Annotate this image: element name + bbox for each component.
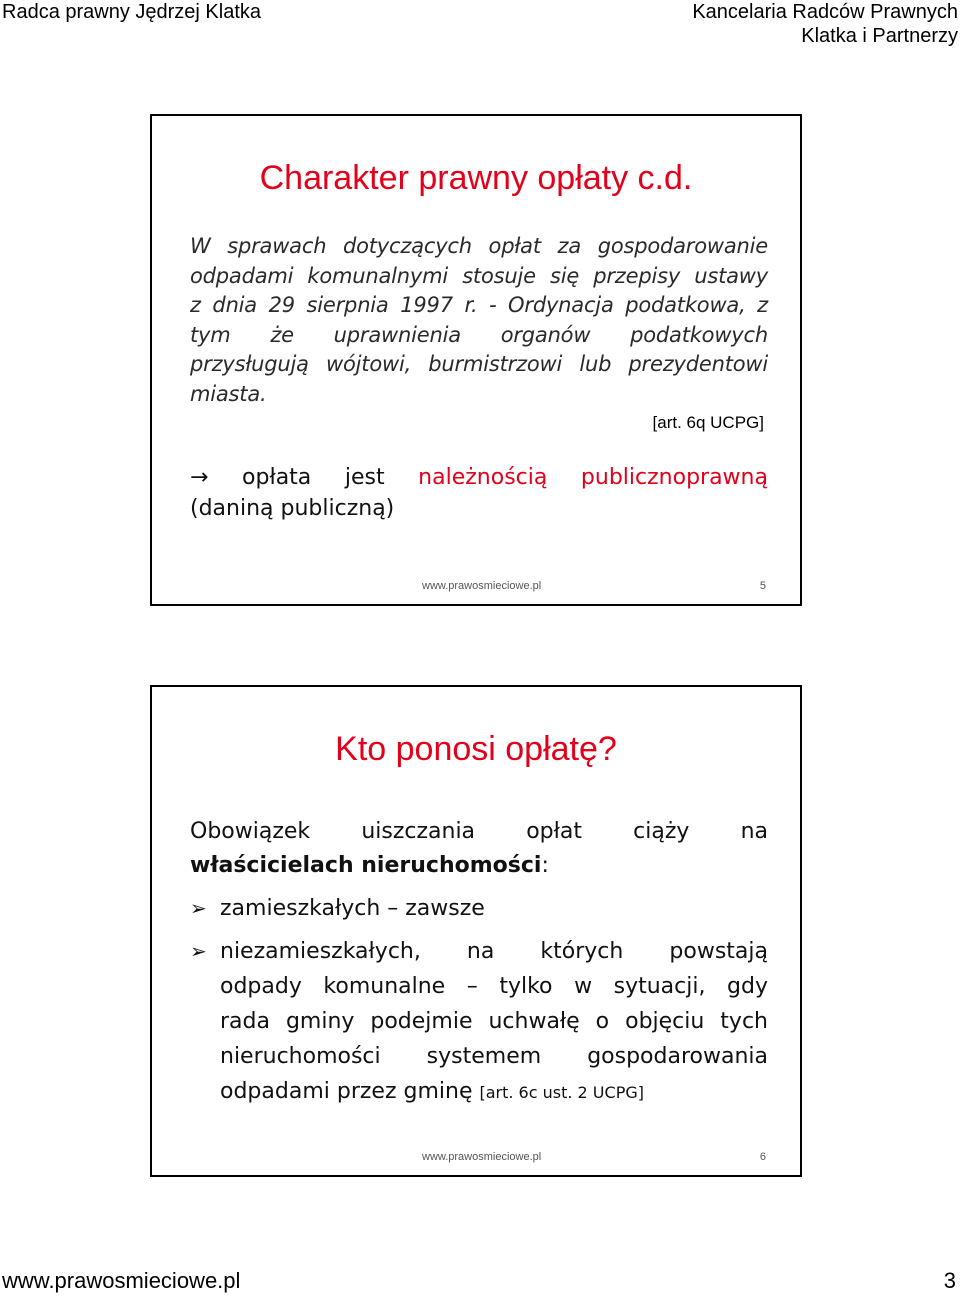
slide-title: Kto ponosi opłatę? <box>335 730 617 768</box>
slide-footer-url: www.prawosmieciowe.pl <box>422 1151 542 1163</box>
bullet-line: nieruchomości systemem gospodarowania <box>220 1044 768 1069</box>
bullet-line: rada gminy podejmie uchwałę o objęciu tych <box>220 1009 768 1034</box>
slide-5 <box>150 114 802 606</box>
slide-page-number: 5 <box>759 580 766 592</box>
slide-intro <box>190 815 768 883</box>
conclusion-highlight: należnością publicznoprawną <box>418 465 768 490</box>
intro-colon: : <box>541 853 549 878</box>
page-footer-number: 3 <box>943 1268 956 1293</box>
page-header-firm <box>692 0 958 48</box>
bullet-line: niezamieszkałych, na których powstają <box>220 939 768 964</box>
legal-reference: [art. 6q UCPG] <box>652 413 764 432</box>
intro-bold: właścicielach nieruchomości <box>190 853 542 878</box>
arrowhead-bullet-icon: ➢ <box>190 939 207 963</box>
conclusion-line2: (daniną publiczną) <box>190 496 395 521</box>
slide-footer-url: www.prawosmieciowe.pl <box>422 580 542 592</box>
conclusion-text: opłata jest <box>242 465 385 490</box>
slide-page-number: 6 <box>759 1151 766 1163</box>
paragraph-line: miasta. <box>190 381 267 406</box>
slide-title: Charakter prawny opłaty c.d. <box>259 159 693 197</box>
slide-paragraph <box>190 232 768 409</box>
paragraph-line: z dnia 29 sierpnia 1997 r. - Ordynacja podatkowa, z <box>190 293 768 317</box>
conclusion <box>190 462 768 524</box>
list-item <box>190 891 768 926</box>
arrow-right-icon: → <box>190 465 209 490</box>
intro-line <box>190 853 549 878</box>
intro-line: Obowiązek uiszczania opłat ciąży na <box>190 819 768 844</box>
page-header-author: Radca prawny Jędrzej Klatka <box>2 1 262 23</box>
paragraph-line: odpadami komunalnymi stosuje się przepisy ustawy <box>190 263 768 288</box>
page-footer-url: www.prawosmieciowe.pl <box>2 1268 241 1293</box>
legal-reference: [art. 6c ust. 2 UCPG] <box>479 1083 644 1102</box>
arrowhead-bullet-icon: ➢ <box>190 896 207 920</box>
bullet-line: odpady komunalne – tylko w sytuacji, gdy <box>220 974 768 999</box>
list-item <box>190 934 768 1110</box>
page-header-firm-line1: Kancelaria Radców Prawnych <box>692 1 958 23</box>
slide-6 <box>150 685 802 1177</box>
bullet-line: zamieszkałych – zawsze <box>220 896 485 921</box>
page-header-firm-line2: Klatka i Partnerzy <box>801 25 958 47</box>
bullet-line-text: odpadami przez gminę <box>220 1079 473 1104</box>
bullet-line <box>220 1074 768 1110</box>
paragraph-line: tym że uprawnienia organów podatkowych <box>190 322 768 347</box>
paragraph-line: W sprawach dotyczących opłat za gospodarowanie <box>190 234 768 258</box>
paragraph-line: przysługują wójtowi, burmistrzowi lub prezydentowi <box>190 352 768 376</box>
conclusion-line <box>190 462 768 493</box>
bullet-list <box>190 891 768 1118</box>
